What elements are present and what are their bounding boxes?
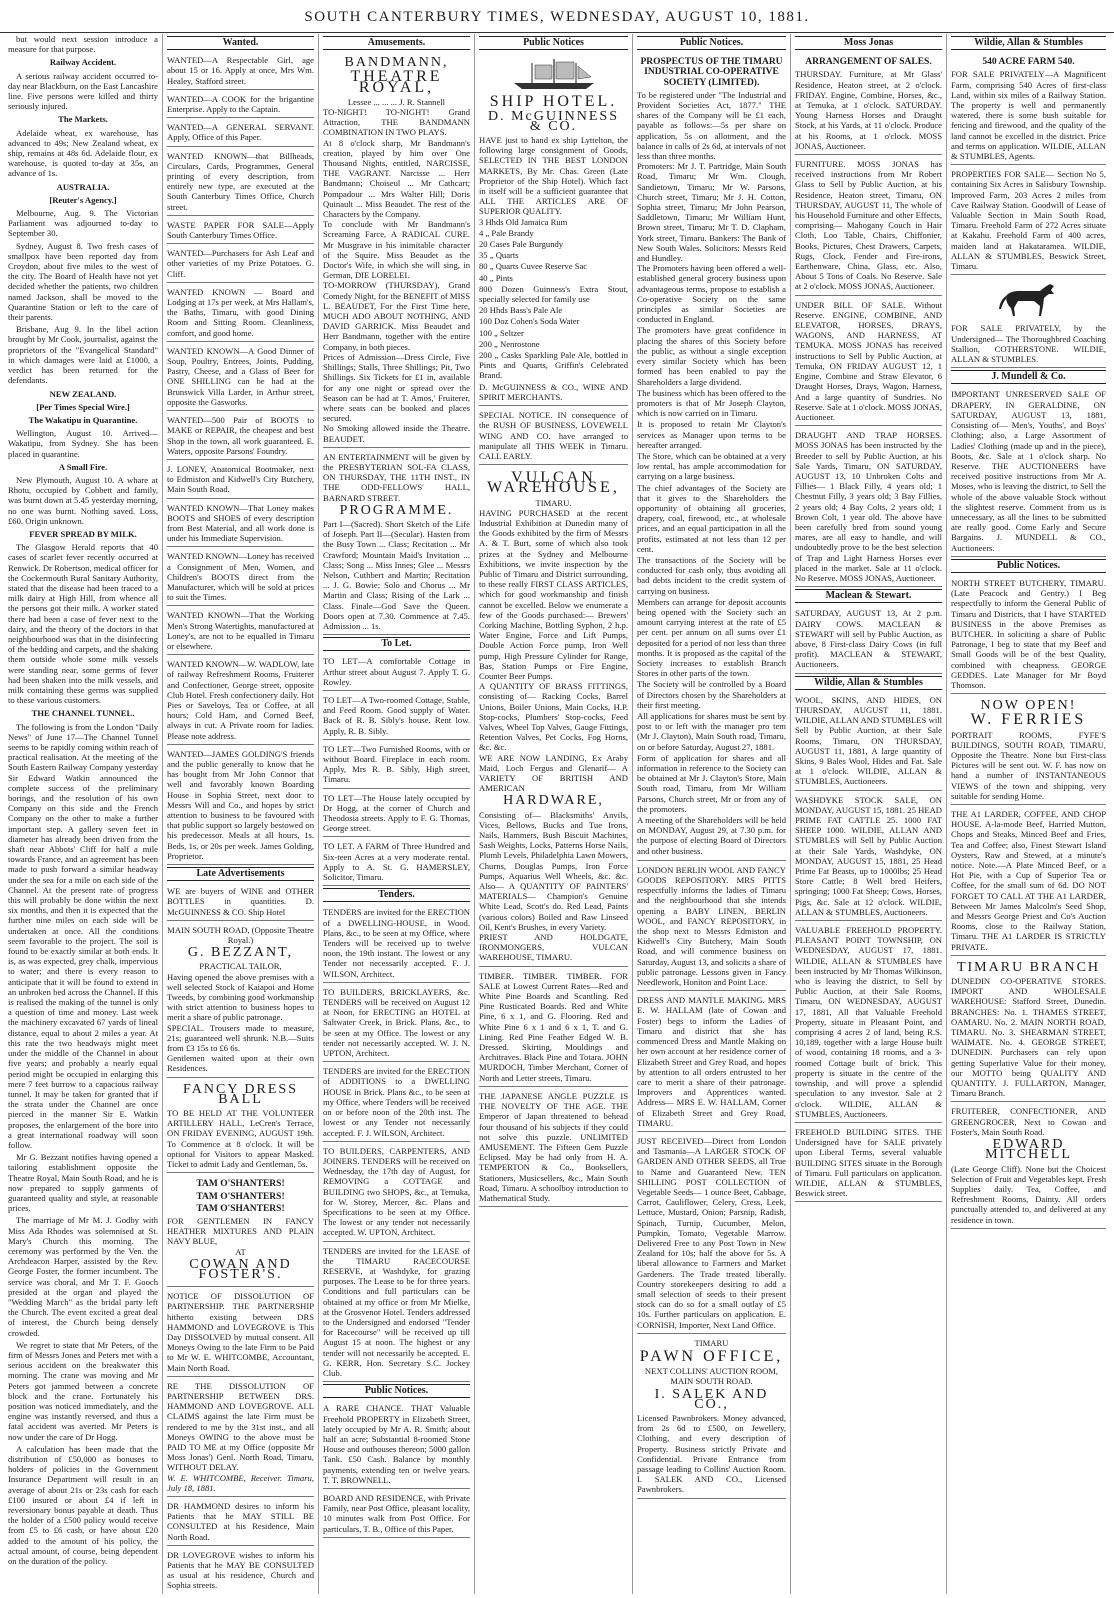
column-prospectus <box>633 34 791 1594</box>
ad-text: SPECIAL NOTICE. IN consequence of the RUSH OF BUSINESS, LOVEWELL WING AND CO. have arranged to manipulate all THIS WEEK in Timaru. CALL EARLY. <box>479 410 628 461</box>
ad-ship-hotel <box>479 53 628 406</box>
tender-ad: TENDERS are invited for the ERECTION of a DWELLING-HOUSE, in Wood. Plans, &c., to be seen at my Office, where Tenders will be received up to twelve noon, the 19th instant. The lowest or any Tender not necessarily accepted. F. J. WILSON, Architect. <box>323 907 470 979</box>
section-title-to-let: To Let. <box>323 637 470 651</box>
ad-headline: HARDWARE, <box>503 793 604 809</box>
section-title-wildie: Wildie, Allan & Stumbles <box>795 676 942 690</box>
section-title-mundell: J. Mundell & Co. <box>951 370 1106 384</box>
ad-text: SATURDAY, AUGUST 13, At 2 p.m. DAIRY COWS. MACLEAN & STEWART will sell by Public Auction, as above, 8 First-class Dairy Cows (in full profit). MACLEAN & STEWART, Auctioneers. <box>795 608 942 670</box>
news-paragraph: Sydney, August 8. Two fresh cases of smallpox have been reported day from Croydon, about five miles to the west of the city. The Board of Health have not yet decided whether the patients, two children named Jackson, shall be moved to the Quarantine Station or left to the care of their parents. <box>8 240 158 323</box>
wanted-ad: WANTED KNOWN—that Billheads, Circulars, Cards, Programmes, General printing of every description, from entirely new type, are executed at the South Canterbury Times Office, Church street. <box>167 150 314 212</box>
ad-pawn-office <box>637 1336 786 1499</box>
ad-text: JUST RECEIVED—Direct from London and Tasmania—A LARGER STOCK OF GARDEN AND OTHER SEEDS, all True to Name and Guaranteed New. TEN SHILLING POST COLLECTION of Vegetable Seeds— 1 ounce Beet, Cabbage, Carrot, Cauliflower, Celery, Cress, Leek, Lettuce, Mustard, Onion; Parsnip, Radish, Spinach, Turnip, Cucumber, Melon, Pumpkin, Tomato, Vegetable Marrow. Delivered Free to any Post Town in New Zealand for 10s; half the above for 5s. A liberal allowance to Farmers and Market Gardeners. The Trade treated liberally. Country storekeepers desiring to add a small selection of seeds to their present stock can do so for a small outlay of £5 10s. Further particulars on application. E. CORNISH, Importer, Next Land Office. <box>637 1135 786 1330</box>
ad-town: TIMARU <box>694 1337 729 1348</box>
to-let-ad: TO LET—A Two-roomed Cottage, Stable, and Feed Room. Good supply of Water. Back of R. B. Sibly's house. Rent low. Apply, R. B. Sibly. <box>323 694 470 736</box>
ad-text: DR LOVEGROVE wishes to inform his Patients that he MAY BE CONSULTED as usual at his residence, Church and Sophia streets. <box>167 1549 314 1591</box>
ad-text: WOOL, SKINS, AND HIDES, ON THURSDAY, AUGUST 11, 1881. WILDIE, ALLAN AND STUMBLES will Sell by Public Auction, at their Sale Rooms, Timaru, ON THURSDAY, AUGUST 11, 1881, A large quantity of Skins, 9 Bales Wool, Hides and Fat. Sale at 1 o'clock. WILDIE, ALLAN & STUMBLES, Auctioneers. <box>795 694 942 787</box>
ad-dressmaking <box>637 993 786 1132</box>
wanted-ad-block <box>167 149 314 216</box>
wanted-ad-block <box>167 747 314 865</box>
to-let-ad: TO LET. A FARM of Three Hundred and Six-teen Acres at a very moderate rental. Apply to A. St. G. HAMERSLEY, Solicitor, Timaru. <box>323 841 470 883</box>
wanted-ad-block <box>167 413 314 460</box>
ad-text: IMPORTANT UNRESERVED SALE OF DRAPERY, IN GERALDINE, ON SATURDAY, AUGUST 13, 1881, Consisting of— Men's, Youths', and Boys' Clothing; also, a Large Assortment of Ladies' Clothing (made up and in the piece), Boots, &c. Sale at 1 o'clock sharp. No Reserve. THE AUCTIONEERS have received positive instructions from Mr A. Moses, who is leaving the district, to Sell the whole of the above valuable Stock without the slightest reserve. Comment from us is unnecessary, as all the lines to be submitted are really good. Come Early and Secure Bargains. J. MUNDELL & CO., Auctioneers. <box>951 389 1106 553</box>
ad-tam-oshanters <box>167 1175 314 1287</box>
ad-headline: 540 ACRE FARM 540. <box>982 57 1075 68</box>
prospectus-paragraph: The Promoters having been offered a well-established general grocery business upon advantageous terms, propose to establish a Co-operative Society on the same principles as similar Societies are conducted in England. <box>637 263 786 325</box>
wanted-ad-block <box>167 53 314 90</box>
ad-text: THURSDAY. Furniture, at Mr Glass' Residence, Heaton street, at 2 o'clock. FRIDAY. Engine, Combine, Horses, &c., at Temuka, at 1 o'clock. SATURDAY. Young Harness Horses and Draught Stock, at his Yards, at 11 o'clock. Produce at his Rooms, at 1 o'clock. MOSS JONAS, Auctioneer. <box>795 69 942 151</box>
ad-text: FRUITERER, CONFECTIONER, AND GREENGROCER, Next to Cowan and Foster's, Main South Road. <box>951 1106 1106 1137</box>
ad-text: To be registered under "The Industrial and Provident Societies Act, 1877." THE shares of the Company will be £1 each, payable as follows:—5s per share on application, 5s on allotment, and the balance in calls of 2s 6d, at intervals of not less than three months. <box>637 89 786 162</box>
public-notice-ad: BOARD AND RESIDENCE, with Private Family, near Post Office, pleasant locality, 10 minutes walk from Post Office. For particulars, T. B., Office of this Paper. <box>323 1493 470 1534</box>
news-heading: Railway Accident. <box>49 57 117 68</box>
wanted-ad-block <box>167 285 314 342</box>
wanted-ad-block <box>167 501 314 548</box>
ad-japanese-puzzle <box>479 1089 628 1207</box>
news-heading: NEW ZEALAND. <box>49 388 117 399</box>
news-paragraph: Brisbane, Aug 9. In the libel action brought by Mr Cook, journalist, against the proprietors of the "Evangelical Standard" in which damages were laid at £1000, a verdict has been returned for the defendants. <box>8 324 158 386</box>
tender-ad-block <box>323 1244 470 1383</box>
section-title-late-ads: Late Advertisements <box>167 867 314 881</box>
tender-ad: TENDERS are invited for the ERECTION of ADDITIONS to a DWELLING HOUSE in Brick. Plans &c., to be seen at my Office, where Tenders will be received on or before noon of the 20th inst. The lowest or any Tender not necessarily accepted. F. J. WILSON, Architect. <box>323 1066 470 1138</box>
ad-text: UNDER BILL OF SALE. Without Reserve. ENGINE, COMBINE, AND ELEVATOR, HORSES, DRAYS, WAGONS, AND HARNESS, AT TEMUKA. MOSS JONAS has received instructions to Sell by Public Auction, at Temuka, ON FRIDAY AUGUST 12, 1 Engine, Combine and Straw Elevator, 6 Draught Horses, Drays, Wagon, Harness, And a large quantity of Sundries. No Reserve. Sale at 1 o'clock. MOSS JONAS, Auctioneer. <box>795 299 942 422</box>
wanted-ad-block <box>167 462 314 499</box>
ad-headline: TAM O'SHANTERS! <box>196 1191 285 1202</box>
ad-farm <box>951 53 1106 165</box>
ad-venue: THEATRE ROYAL, <box>350 68 443 96</box>
wanted-ad: WANTED KNOWN—That the Working Men's Strong Watertights, manufactured at Loney's, are not to be equalled in Timaru or elsewhere. <box>167 610 314 651</box>
ad-text: No Smoking allowed inside the Theatre. BEAUDET. <box>323 423 470 444</box>
public-notices-list <box>323 1401 470 1537</box>
ad-headline: TAM O'SHANTERS! <box>196 1203 285 1214</box>
ad-text: FURNITURE. MOSS JONAS has received instructions from Mr Robert Glass to Sell by Public Auction, at his Residence, Heaton street, Timaru, ON THURSDAY, AUGUST 11, The whole of his Household Furniture and other Effects, comprising— Mahogany Couch in Hair Cloth, Loo Table, Chairs, Chiffonier, Books, Pictures, Chest Drawers, Carpets, Rugs, Clock, Fender and Fire-irons, Earthenware, China, Glass, etc. Also, About 5 Tons of Coals. No Reserve. Sale at 2 o'clock. MOSS JONAS, Auctioneer. <box>795 159 942 292</box>
ad-text: To conclude with Mr Bandmann's Screaming Farce, A RADICAL CURE. Mr Musgrave in his inimitable character of the Squire. Miss Beaudet as the Doctor's Wife, in which she will sing, in German, DIE LORELEI. <box>323 219 470 281</box>
to-let-list <box>323 654 470 886</box>
ad-text: TO-NIGHT! TO-NIGHT! Grand Attraction, THE BANDMANN COMBINATION IN TWO PLAYS. <box>323 107 470 138</box>
prospectus-paragraphs <box>637 263 786 856</box>
wanted-ad-block <box>167 246 314 283</box>
ad-name: EDWARD MITCHELL <box>985 1137 1072 1163</box>
to-let-ad: TO LET—A comfortable Cottage in Arthur street about August 7. Apply T. G. Rowley. <box>323 656 470 687</box>
section-title-maclean: Maclean & Stewart. <box>795 589 942 603</box>
prospectus-paragraph: The Store, which can be obtained at a very low rental, has ample accommodation for carrying on a large business. <box>637 450 786 482</box>
notice-lovegrove <box>167 1548 314 1594</box>
ad-text: FOR SALE PRIVATELY, by the Undersigned— The Thoroughbred Coaching Stallion, COTHERSTONE. WILDIE, ALLAN & STUMBLES. <box>951 323 1106 365</box>
news-heading: [Per Times Special Wire.] <box>36 401 130 412</box>
ad-building-sites <box>795 1125 942 1202</box>
goods-item: 3 Hhds Old Jamaica Rum <box>479 216 568 227</box>
wanted-list <box>167 53 314 865</box>
ad-headline: PROSPECTUS OF THE TIMARU INDUSTRIAL CO-OPERATIVE SOCIETY (LIMITED). <box>640 57 783 88</box>
section-title-amusements: Amusements. <box>323 36 470 50</box>
tender-ad: TENDERS are invited for the LEASE of the TIMARU RACECOURSE RESERVE, at Washdyke, for grazing purposes. The Lease to be for three years. Conditions and full particulars can be obtained at my office or from Mr Mielke, at the Grosvenor Hotel. Tenders addressed to the Undersigned and endorsed "Tender for Racecourse" will be received up till August 15 at noon. The highest or any tender will not necessarily be accepted. E. G. KERR, Hon. Secretary S.C. Jockey Club. <box>323 1245 470 1378</box>
ad-text: WASHDYKE STOCK SALE, ON MONDAY, AUGUST 15, 1881. 25 HEAD PRIME FAT CATTLE 25. 1000 FAT SHEEP 1000. WILDIE, ALLAN AND STUMBLES will Sell by Public Auction at their Sale Yards, Washdyke, ON MONDAY, AUGUST 15, 1881, 25 Head Prime Fat Beasts, up to 1000lbs; 25 Head Store Cattle; 8 Well bred Heifers, springing; 1000 Fat Sheep; Cows, Horses, Pigs, &c. Sale at 12 o'clock. WILDIE, ALLAN & STUMBLES, Auctioneers. <box>795 794 942 917</box>
ad-washdyke-stock <box>795 793 942 921</box>
ad-special: SPECIAL. Trousers made to measure, 21s; guaranteed well shrunk. N.B.—Suits from £3 15s to £6 6s. <box>167 1022 314 1054</box>
section-title-public-notices: Public Notices. <box>637 36 786 50</box>
ad-text: (Late George Cliff). None but the Choicest Selection of Fruit and Vegetables kept. Fresh Supplies daily. Tea, Coffee, and Refreshment Rooms, Dainty. All orders punctually attended to, and delivered at any residence in town. <box>951 1163 1106 1225</box>
ad-timber <box>479 969 628 1087</box>
news-paragraph: Wellington, August 10. Arrived—Wakatipu, from Sydney. She has been placed in quarantine. <box>8 428 158 459</box>
ad-text: NOTICE OF DISSOLUTION OF PARTNERSHIP. THE PARTNERSHIP hitherto existing between DRS HAMMOND and LOVEGROVE is This Day DISSOLVED by mutual consent. All Moneys Owing to the late Firm to be Paid to Mr W. E. WHITCOMBE, Accountant, Main North Road. <box>167 1291 314 1373</box>
column-ship-hotel <box>475 34 633 1594</box>
prospectus-paragraph: It is proposed to retain Mr Clayton's services as Manager upon terms to be hereafter arranged. <box>637 419 786 450</box>
section-title-tenders: Tenders. <box>323 888 470 902</box>
goods-item: 20 Cases Pale Burgundy <box>479 239 564 250</box>
news-heading: A Small Fire. <box>58 461 108 472</box>
column-wanted <box>163 34 319 1594</box>
prospectus-paragraph: All applications for shares must be sent by post to or left with the manager pro tem (Mr J. Clayton), Main South road, Timaru, on or before Saturday, August 27, 1881. <box>637 711 786 752</box>
page-columns <box>4 34 1110 1594</box>
wanted-ad: WANTED KNOWN—That Loney makes BOOTS and SHOES of every description from Best Material, and all work done is under his Immediate Supervision. <box>167 502 314 544</box>
ad-name: SHIP HOTEL. <box>489 93 618 111</box>
ad-text: FREEHOLD BUILDING SITES. THE Undersigned have for SALE privately upon Liberal Terms, several valuable BUILDING SITES situate in the Borough of Timaru. Full particulars on application. WILDIE, ALLAN & STUMBLES, Beswick street. <box>795 1126 942 1199</box>
ad-name: PAWN OFFICE, <box>639 1347 784 1365</box>
tender-ad: TO BUILDERS, BRICKLAYERS, &c. TENDERS will be received on August 12 at Noon, for ERECTING an HOTEL at Saltwater Creek, in Brick. Plans, &c., to be seen at my Office. The lowest or any tender not necessarily accepted. W. J. N. UPTON, Architect. <box>323 986 470 1059</box>
ad-arrangement-of-sales <box>795 53 942 155</box>
wanted-ad-block <box>167 120 314 146</box>
horse-illustration <box>951 282 1106 320</box>
ad-drapery-sale <box>951 387 1106 556</box>
ad-a1-larder <box>951 807 1106 956</box>
ad-programme-title: PROGRAMME. <box>339 502 454 518</box>
news-heading: THE CHANNEL TUNNEL. <box>31 708 135 719</box>
wanted-ad: J. LONEY, Anatomical Bootmaker, next to Edmiston and Kidwell's City Butchery, Main South Road. <box>167 463 314 495</box>
ad-text: DR HAMMOND desires to inform his Patients that he MAY STILL BE CONSULTED at his Residence, Main North Road. <box>167 1500 314 1542</box>
tender-ad-block <box>323 905 470 982</box>
ad-name: VULCAN WAREHOUSE, <box>487 469 620 497</box>
to-let-ad-block <box>323 654 470 691</box>
section-title-public-notices: Public Notices <box>479 36 628 50</box>
news-paragraph: but would next session introduce a measure for that purpose. <box>8 34 158 55</box>
goods-item: 800 Dozen Guinness's Extra Stout, specially selected for family use <box>479 283 628 305</box>
wanted-ad: WANTED—500 Pair of BOOTS to MAKE or REPAIR, the cheapest and best Shop in the town, all work guaranteed. E. Waters, opposite Parsons' Foundry. <box>167 415 314 456</box>
ad-furniture-sale <box>795 157 942 296</box>
wanted-ad: WANTED—A COOK for the brigantine Enterprise. Apply to the Captain. <box>167 93 314 115</box>
ad-dairy-cows <box>795 606 942 673</box>
tender-ad-block <box>323 1144 470 1242</box>
ad-text: TIMBER. TIMBER. TIMBER. FOR SALE at Lowest Current Rates—Red and White Pine Boards and Scantling. Red Pine Rusticated Boards. Red and White Pine, 6 x 1, and G. Flooring. Red and White Pine 6 x 1 and 6 x 1, T. and G. Lining. Red Pine Feather Edged W. B. Dressed. Skirting, Mouldings and Architraves. Black Pine and Totara. JOHN MURDOCH, Timber Merchant, Corner of North and Letter streets, Timaru. <box>479 970 628 1083</box>
ad-footer: D. McGUINNESS & CO., WINE AND SPIRIT MERCHANTS. <box>479 381 628 402</box>
ad-text: HAVING PURCHASED at the recent Industrial Exhibition at Dunedin many of the Goods exhibited by the firm of Messrs A. & T. Burt, some of which also took prizes at the Sydney and Melbourne Exhibitions, we invite inspection by the Public of Timaru and District surrounding, to these really FIRST CLASS ARTICLES, which for good workmanship and finish cannot be excelled. Below we enumerate a few of the Goods purchased:— Brewers' Corking Machine, Bottling Syphon, 2 h.p. Water Engine, Force and Lift Pumps, Double Action Force pump, Iron Well pump, High Pressure Cylinder for Range, Bas, Station Pumps or Fire Engine, Counter Beer Pumps. <box>479 507 628 681</box>
ad-prospectus <box>637 53 786 861</box>
news-heading: [Reuter's Agency.] <box>49 194 117 205</box>
ad-proprietor: D. McGUINNESS & CO. <box>488 108 619 134</box>
ad-text: FOR GENTLEMEN IN FANCY HEATHER MIXTURES AND PLAIN NAVY BLUE, <box>167 1215 314 1247</box>
ad-text: DUNEDIN CO-OPERATIVE STORES. IMPORT AND WHOLESALE WAREHOUSE: Stafford Street, Dunedin. BRANCHES: No. 1. THAMES STREET, OAMARU. No. 2. MAIN NORTH ROAD, TIMARU. No. 3. SHEARMAN STREET, WAIMATE. No. 4. GEORGE STREET, DUNEDIN. Purchasers can rely upon getting Superlative Value for their money, our MOTTO being QUALITY AND QUANTITY. J. FULLARTON, Manager, Timaru Branch. <box>951 976 1106 1099</box>
ad-promoters: Promoters: Mr J. T. Partridge, Main South Road, Timaru; Mr Wm. Clough, Sandietown, Timaru; Mr W. Parsons, Church street, Timaru; Mr J. H. Cotton, Sophia street, Timaru; Mr John Pearson, Saddletown, Timaru; Mr William Hunt, Brown street, Timaru; Mr T. D. Clapham, York street, Timaru. Bankers: The Bank of New South Wales. Solicitors: Messrs Reid and Hundley. <box>637 161 786 264</box>
ad-address: MAIN SOUTH ROAD, (Opposite Theatre Royal.) <box>167 924 314 946</box>
goods-item: 100 Doz Cohen's Soda Water <box>479 316 580 327</box>
ad-text: NORTH STREET BUTCHERY, TIMARU. (Late Peacock and Gentry.) I Beg respectfully to inform the General Public of Timaru and Districts, that I have STARTED BUSINESS in the above Premises as BUTCHER. In soliciting a share of Public Patronage, I beg to state that my Beef and Small Goods will be of the best Quality, combined with cheapness. GEORGE GEDDES. Late Manager for Mr Boyd Thomson. <box>951 577 1106 690</box>
ad-fancy-dress-ball <box>167 1080 314 1174</box>
ad-cooperative-stores <box>951 958 1106 1103</box>
ad-text: RE THE DISSOLUTION OF PARTNERSHIP BETWEEN DRS. HAMMOND AND LOVEGROVE. ALL CLAIMS against the late Firm must be rendered to me by the 31st inst., and all Moneys OWING to the above must be PAID TO ME at my Office (opposite Mr Moss Jonas') Genl. North Road, Timaru, WITHOUT DELAY. <box>167 1380 314 1473</box>
tenders-list <box>323 905 470 1382</box>
wanted-ad-block <box>167 657 314 745</box>
ad-vulcan-warehouse <box>479 467 628 967</box>
ad-bezzant <box>167 923 314 1078</box>
ad-text: AN ENTERTAINMENT will be given by the PRESBYTERIAN SOL-FA CLASS, ON THURSDAY, THE 11TH INST., IN THE ODD-FELLOWS' HALL, BARNARD STREET. <box>323 451 470 503</box>
ad-text: WE are buyers of WINE and OTHER BOTTLES in quantities. D. McGUINNESS & CO. Ship Hotel <box>167 886 314 917</box>
masthead-title: SOUTH CANTERBURY TIMES, WEDNESDAY, AUGUST 10, 1881. <box>304 9 810 25</box>
news-heading: AUSTRALIA. <box>56 181 110 192</box>
section-title-wildie: Wildie, Allan & Stumbles <box>951 36 1106 50</box>
news-paragraph: We regret to state that Mr Peters, of the firm of Messrs Jones and Peters met with a serious accident on the breakwater this morning. The crane was moving and Mr Peters got jammed between a concrete block and the crane. Fortunately his position was noticed immediately, and the engine was instantly reversed, and thus a fatal accident was averted. Mr Peters is now under the care of Dr Hogg. <box>8 1339 158 1442</box>
prospectus-paragraph: The promoters have great confidence in placing the shares of this Society before the public, as without a single exception every similar Society which has been formed has been enabled to pay the Shareholders a large dividend. <box>637 325 786 387</box>
ad-headline: TAM O'SHANTERS! <box>196 1179 285 1190</box>
masthead <box>0 0 1114 33</box>
notice-hammond <box>167 1499 314 1546</box>
ad-entertainment <box>323 450 470 635</box>
news-paragraph: A calculation has been made that the distribution of £50,000 as bonuses to holders of policies in the Government Insurance Department will result in an average of about 21s or 23s cash for each £100 insured or about £4 if left in reversionary bonus payable at death. Thus the holder of a £500 policy would receive from £5 to £6 cash, or have about £20 added to the amount of his policy, the actual amount, of course, being dependent on the duration of the policy. <box>8 1443 158 1567</box>
ad-text: TO BE HELD AT THE VOLUNTEER ARTILLERY HALL, LeCren's Terrace, ON FRIDAY EVENING, AUGUST 19th. To Commence at 8 o'clock. It will be optional for Visitors to appear Masked. Ticket to admit Lady and Gentleman, 5s. <box>167 1108 314 1170</box>
prospectus-paragraph: The chief advantages of the Society are that it gives to the Shareholders the opportunity of obtaining all groceries, drapery, coal, firewood, etc., at wholesale prices, and an equal participation in all the profits, estimated at not less than 12 per cent. <box>637 482 786 554</box>
goods-item: 200 „ Nenrostone <box>479 338 540 349</box>
ad-fruiterer <box>951 1104 1106 1228</box>
wanted-ad: WANTED—A GENERAL SERVANT. Apply, Office of this Paper. <box>167 122 314 143</box>
ad-text: TO-MORROW (THURSDAY), Grand Comedy Night, for the BENEFIT of MISS L. BEAUDET, For the First Time here, MUCH ADO ABOUT NOTHING, AND DAVID GARRICK. Miss Beaudet and Herr Bandmann, together with the entire Company, in both pieces. <box>323 280 470 352</box>
ad-text: Prices of Admission—Dress Circle, Five Shillings; Stalls, Three Shillings; Pit, Two Shillings. Six Tickets for £1 in, available for any one night or spread over the Season can be had at T. Amos,' Fruiterer, where seats can be booked and places secured. <box>323 351 470 424</box>
section-title-wanted: Wanted. <box>167 36 314 50</box>
ad-special-notice <box>479 408 628 465</box>
goods-item: 200 „ Casks Sparkling Pale Ale, bottled in Pints and Quarts, Griffin's Celebrated Brand. <box>479 350 628 381</box>
wanted-ad-block <box>167 344 314 411</box>
wanted-ad: WANTED KNOWN—W. WADLOW, late of railway Refreshment Rooms, Fruiterer and Confectioner, George street, opposite Club Hotel. Fresh confectionery daily. Hot Pies or Saveloys, Tea or Coffee, at all hours; Cold Ham, and Corned Beef, always in cut. A Private room for ladies. Please note address. <box>167 659 314 741</box>
ad-stallion <box>951 277 1106 368</box>
ad-proprietor: I. SALEK AND CO., <box>654 1386 769 1412</box>
news-paragraph: The marriage of Mr M. J. Godby with Miss Ada Rhodes was solemnised at St. Mary's Church this morning. The ceremony was performed by the Ven. the Archdeacon Harper, assisted by the Rev. George Foster, the former incumbent. The service was choral, and Mr T. F. Gooch presided at the organ and played the "Wedding March" as the bridal party left the Church. The event excited a great deal of interest, the Church being densely crowded. <box>8 1215 158 1338</box>
wanted-ad-block <box>167 608 314 655</box>
to-let-ad-block <box>323 839 470 886</box>
ad-bill-of-sale <box>795 298 942 426</box>
wanted-ad-block <box>167 218 314 244</box>
news-paragraph: A serious railway accident occurred to-day near Blackburn, on the East Lancashire line. Five persons were killed and thirty seriously injured. <box>8 70 158 112</box>
goods-list <box>479 217 628 381</box>
news-paragraph: Melbourne, Aug. 9. The Victorian Parliament was adjourned to-day to September 30. <box>8 208 158 239</box>
news-paragraph: New Plymouth, August 10. A whare at Rhotu, occupied by Cobbett and family, was burnt down at 5.45 yesterday morning, no one was burnt. Nothing saved. Loss, £60. Origin unknown. <box>8 474 158 526</box>
ad-signature: W. E. WHITCOMBE, Receiver. Timaru, July 18, 1881. <box>167 1472 314 1493</box>
ad-lessee: Lessee ... ... ... J. R. Stannell <box>347 96 446 107</box>
column-news <box>4 34 163 1594</box>
ad-theatre-royal <box>323 53 470 448</box>
ad-text: Consisting of— Blacksmiths' Anvils, Vices, Bellows, Bucks and Tue Irons, Nails, Hammers, Bush Biscuit Machines, Sash Weights, Locks, Patterns Horse Nails, Plumb Levels, Philadelphia Lawn Mowers, Churns, Douglas Pumps, Iron Force Pumps, Aquarius Well Wheels, &c. &c. Also— A QUANTITY OF PAINTERS' MATERIALS— Champion's Genuine White Lead, Scott's do. Red Lead, Paints (various colors) Boiled and Raw Linseed Oil, Kent's Brushes, in every Variety. <box>479 809 628 932</box>
prospectus-paragraph: The business which has been offered to the promoters is that of Mr Joseph Clayton, which is now carried on in Timaru. <box>637 387 786 419</box>
goods-item: 35 „ Quarts <box>479 250 519 261</box>
news-paragraph: Mr G. Bezzant notifies having opened a tailoring establishment opposite the Theatre Royal, Main South Road, and he is now prepared to supply garments of guaranteed quality and style, at reasonable prices. <box>8 1152 158 1214</box>
to-let-ad-block <box>323 742 470 789</box>
ad-name: FANCY DRESS BALL <box>183 1081 298 1107</box>
public-notice-ad-block <box>323 1491 470 1538</box>
ad-name: G. BEZZANT, <box>187 945 294 961</box>
ad-seeds <box>637 1134 786 1334</box>
ad-name: TIMARU BRANCH <box>956 959 1101 975</box>
ad-text: DRAUGHT AND TRAP HORSES. MOSS JONAS has been instructed by the Breeder to sell by Public Auction, at his Sale Yards, Timaru, ON SATURDAY, AUGUST 13, 10 Unbroken Colts and Fillies— 1 Black Filly, 4 years old; 1 Chestnut Filly, 3 years old; 3 Bay Fillies, 2 years old; 4 Bay Colts, 2 years old; 1 Brown Colt, 1 year old. The above have been carefully bred from sound young mares, are all easy to handle, and will undoubtedly prove to be the best selection of Trap and Light Harness Horses ever placed in the market. Sale at 11 o'clock. No Reserve. MOSS JONAS, Auctioneer. <box>795 430 942 583</box>
wanted-ad: WASTE PAPER FOR SALE—Apply South Canterbury Times Office. <box>167 219 314 241</box>
ad-name: BANDMANN, <box>344 55 449 71</box>
ad-headline: ARRANGEMENT OF SALES. <box>805 57 932 68</box>
tender-ad-block <box>323 1064 470 1141</box>
ad-ferries <box>951 696 1106 805</box>
ad-at: AT <box>235 1246 246 1257</box>
ad-text: Having opened the above premises with a well selected Stock of Kaiapoi and Home Tweeds, by combining good workmanship with strict attention to business hopes to merit a share of public patronage. <box>167 971 314 1023</box>
column-amusements <box>319 34 475 1594</box>
ad-text: Licensed Pawnbrokers. Money advanced, from 2s 6d to £500, on Jewellery, Clothing, and every description of Property. Business strictly Private and Confidential. Private Entrance from passage leading to Collins' Auction Room. I. SALEK AND CO., Licensed Pawnbrokers. <box>637 1413 786 1495</box>
news-paragraph: The following is from the London "Daily News" of June 17—The Channel Tunnel seems to be rapidly coming within reach of practical realisation. At the meeting of the South Eastern Railway Company yesterday Sir Edward Watkin announced the complete success of the preliminary borings, and the resolution of his own Company on this side and the French Company on the other to make a further important step. A gallery seven feet in diameter has already been driven from the shaft near Abbots' Cliff for half a mile towards France, and an agreement has been made to push forward a similar headway under the sea for a mile on each side of the Channel. At the present rate of progress this will probably be done within the next six months, and then it is expected that the further nine miles on each side will be undertaken at once. All the conditions seem favorable to the project. The soil is found to be exactly similar at both ends. It is, as was expected, grey chalk, impervious to water; and there is every reason to anticipate that it will be found to extend in an unbroken bed across the Channel. If this is realised the making of the tunnel is only a question of time and money. Last week the machinery excavated 67 yards of lineal distance, equal to about 2 miles a year. At this rate the two headways might meet under the middle of the Channel in about five years; and probably a nearly equal period might be occupied in enlarging this mere 7 feet burrow to a capacious railway tunnel. It may be taken for granted that if the strata under the Channel are once pierced in the manner Sir E. Watkin proposes, the enlargement of the bore into a great international roadway will soon follow. <box>8 721 158 1150</box>
ad-text: A QUANTITY OF BRASS FITTINGS, consisting of— Racking Cocks, Barrel Unions, Boiler Unions, Main Cocks, H.P. Stop-cocks, Plumbers' Stop-cocks, Feed Valves, Wheel Top Valves, Gauge Fittings, Retention Valves, Pet Cocks, Fog Horns, &c. &c. <box>479 681 628 753</box>
goods-item: 80 „ Quarts Cuvee Reserve Sac <box>479 261 588 272</box>
ad-draught-horses <box>795 428 942 587</box>
prospectus-paragraph: A meeting of the Shareholders will be held on MONDAY, August 29, at 7.30 p.m. for the purpose of electing Board of Directors and other business. <box>637 815 786 856</box>
ad-text: PORTRAIT ROOMS, FYFE'S BUILDINGS, SOUTH ROAD, TIMARU, Opposite the Theatre. None but First-class Pictures will be sent out. W. F. has now on hand a number of INSTANTANEOUS VIEWS of the town and shipping, very suitable for sending Home. <box>951 729 1106 801</box>
ad-text: DRESS AND MANTLE MAKING. MRS E. W. HALLAM (late of Cowan and Foster) begs to inform the Ladies of Timaru and district that she has commenced Dress and Mantle Making on her own account at her residence corner of Elizabeth Street and Grey Road, and hopes by attention to all orders entrusted to her care to merit a share of their patronage. Improvers and Apprentices wanted. Address— MRS E. W. HALLAM, Corner of Elizabeth Street and Grey Road, TIMARU. <box>637 995 786 1128</box>
ad-subtitle: TIMARU. <box>535 497 572 508</box>
prospectus-paragraph: The Society will be controlled by a Board of Directors chosen by the Shareholders at their first meeting. <box>637 679 786 710</box>
wanted-ad: WANTED—Purchasers for Ash Leaf and other varieties of my Prize Potatoes. G. Cliff. <box>167 248 314 279</box>
ad-footer: Gentlemen waited upon at their own Residences. <box>167 1053 314 1074</box>
news-paragraph: Adelaide wheat, ex warehouse, has advanced to 49s; New Zealand wheat, ex ship, remains at 48s 6d. Adelaide flour, ex warehouse, is quoted to-day at 35s, an advance of 1s. <box>8 127 158 179</box>
tender-ad-block <box>323 985 470 1062</box>
public-notice-ad-block <box>323 1401 470 1489</box>
ad-freehold-property <box>795 923 942 1123</box>
notice-claims <box>167 1379 314 1497</box>
ship-illustration <box>479 57 628 93</box>
goods-item: 100 „ Seltzer <box>479 327 524 338</box>
news-heading: The Wakatipu in Quarantine. <box>28 414 138 425</box>
ad-name: W. FERRIES <box>970 711 1087 729</box>
ad-subtitle: PRACTICAL TAILOR, <box>199 961 282 972</box>
ad-text: At 8 o'clock sharp, Mr Bandmann's creation, played by him over One Thousand Nights, entitled, NARCISSE, THE VAGRANT. Narcisse ... Herr Bandmann; Choiseul ... Mr Cathcart; Pompadour ... Mrs Walter Hill; Doris Quinault ... Miss Beaudet. The rest of the Characters by the Company. <box>323 137 470 220</box>
news-heading: The Markets. <box>58 114 108 125</box>
prospectus-paragraph: The transactions of the Society will be conducted for cash only, thus avoiding all bad debts incident to the credit system of carrying on business. <box>637 554 786 596</box>
section-title-public-notices: Public Notices. <box>323 1384 470 1398</box>
ad-text: LONDON BERLIN WOOL AND FANCY GOODS REPOSITORY. MRS PITTS respectfully informs the ladies of Timaru and the neighbourhood that she intends opening a BABY LINEN, BERLIN WOOL, and FANCY REPOSITORY, in the shop next to Messrs Edmiston and Kidwell's City Butchery, Main South Road, and will commence business on Saturday, August 13, and solicits a share of public patronage. Lessons given in Fancy Needlework, Honiton and Point Lace. <box>637 864 786 988</box>
to-let-ad-block <box>323 693 470 740</box>
column-notices <box>947 34 1110 1594</box>
ad-text: FOR SALE PRIVATELY—A Magnificent Farm, comprising 540 Acres of first-class Land, within six miles of a Railway Station. The property is well and permanently watered, there is some bush suitable for fencing and firewood, and the quality of the land cannot be excelled in the district. Price and terms on application. WILDIE, ALLAN & STUMBLES, Agents. <box>951 69 1106 162</box>
section-title-moss-jonas: Moss Jonas <box>795 36 942 50</box>
to-let-ad: TO LET—Two Furnished Rooms, with or without Board. Fireplace in each room. Apply, Mrs R. B. Sibly, High street, Timaru. <box>323 743 470 785</box>
ad-wool-skins <box>795 693 942 791</box>
prospectus-paragraph: Form of application for shares and all information in reference to the Society can be obtained at Mr J. Clayton's Store, Main South road, Timaru, from Mr William Parsons, Church street, Mr or from any of the promoters. <box>637 752 786 814</box>
wanted-ad: WANTED KNOWN — Board and Lodging at 17s per week, at Mrs Hallam's, the Baths, Timaru, with good Dining Room and Sitting Room. Cleanliness, comfort, and good home. <box>167 286 314 338</box>
ad-text: VALUABLE FREEHOLD PROPERTY. PLEASANT POINT TOWNSHIP, ON WEDNESDAY, AUGUST 17, 1881. WILDIE, ALLAN & STUMBLES have been instructed by Mr Thomas Wilkinson, who is leaving the district, to Sell by Public Auction, at their Sale Rooms, Timaru, ON WEDNESDAY, AUGUST 17, 1881, All that Valuable Freehold Property, situate in Pleasant Point, and comprising 4 acres 2 of land, being R.S. 10,189, together with a large House built of wood, containing 18 rooms, and a 3-roomed Cottage built of brick. This property is situate in the centre of the township, and will prove a splendid speculation to any investor. Sale at 2 o'clock. WILDIE, ALLAN & STUMBLES, Auctioneers. <box>795 925 942 1119</box>
news-heading: FEVER SPREAD BY MILK. <box>29 528 137 539</box>
ad-name: COWAN AND FOSTER'S. <box>189 1256 292 1282</box>
wanted-ad-block <box>167 92 314 118</box>
prospectus-paragraph: Members can arrange for deposit accounts being opened with the Society such an amount carrying interest at the rate of £5 per cent. per annum on all sums over £1 deposited for a period of not less than three months. It is proposed as the capital of the Society increases to establish Branch Stores in other parts of the town. <box>637 596 786 679</box>
wanted-ad: WANTED—A Respectable Girl, age about 15 or 16. Apply at once, Mrs Wm. Healey, Stafford street. <box>167 55 314 86</box>
notice-dissolution <box>167 1289 314 1377</box>
ad-text: WE ARE NOW LANDING, Ex Araby Maid, Loch Fergus and Glenarif— A VARIETY OF BRITISH AND AMERICAN <box>479 752 628 794</box>
goods-item: 4 „ Pale Brandy <box>479 227 534 238</box>
wanted-ad: WANTED KNOWN—Loney has received a Consignment of Men, Women, and Children's BOOTS direct from the Manufacturer, which will be sold at prices to suit the Times. <box>167 551 314 603</box>
ad-footer: PRIEST AND HOLDGATE, IRONMONGERS, VULCAN WAREHOUSE, TIMARU. <box>479 932 628 963</box>
section-title-public-notices: Public Notices. <box>951 559 1106 573</box>
ad-text: PROPERTIES FOR SALE— Section No 5, containing Six Acres in Salisbury Township. Improved Farm, 203 Acres 2 miles from Cave Railway Station. Goodwill of Lease of Valuable Section in Main South Road, Timaru. Freehold Farm of 272 Acres situate at Kakahu. Freehold Farm of 400 acres, maiden land at Hakataramea. WILDIE, ALLAN & STUMBLES, Beswick Street, Timaru. <box>951 169 1106 272</box>
goods-item: 20 Hhds Bass's Pale Ale <box>479 305 563 316</box>
ad-headline: NOW OPEN! <box>980 698 1077 714</box>
ad-text: Part I—(Sacred). Short Sketch of the Life of Joseph. Part II—(Secular). Hasten from the Busy Town ... Class; Recitation ... Mr Crawford; Mountain Maid's Invitation ... Class; Song ... Miss Innes; Glee ... Messrs Nelson, Cuthbert and Martin; Recitation ... J. G. Bowie; Solo and Chorus ... Mr Martin and Class; Rising of the Lark ... Class. Finale—God Save the Queen. Doors open at 7.30. Commence at 7.45. Admission ... 1s. <box>323 518 470 631</box>
column-auctions <box>791 34 947 1594</box>
tender-ad: TO BUILDERS, CARPENTERS, AND JOINERS. TENDERS will be received on Wednesday, the 17th day of August, for REMOVING a COTTAGE and BUILDING two SHOPS, &c., at Temuka, for W. Storey, Mercer, &c. Plans and Specifications to be seen at my Office. The lowest or any tender not necessarily accepted. W. UPTON, Architect. <box>323 1145 470 1238</box>
ad-properties <box>951 167 1106 275</box>
ad-bottles <box>167 884 314 921</box>
to-let-ad-block <box>323 791 470 838</box>
ad-butchery <box>951 576 1106 694</box>
ad-text: HAVE just to hand ex ship Lyttelton, the following large consignment of Goods, SELECTED IN THE BEST LONDON MARKETS, By Mr. Chas. Green (Late Proprietor of the Ship Hotel). Which fact in itself will be a sufficient guarantee that ALL THE ARTICLES ARE OF SUPERIOR QUALITY. <box>479 135 628 217</box>
ad-text: THE JAPANESE ANGLE PUZZLE IS THE NOVELTY OF THE AGE. THE Emperor of Japan threatened to behead four thousand of his subjects if they could not solve this puzzle. UNLIMITED AMUSEMENT. The Fifteen Gem Puzzle Eclipsed. May be had only from H. A. TEMPERTON & Co., Booksellers, Stationers, Musicsellers, &c., Main South Road, Timaru. A schoolboy introduction to Mathematical Study. <box>479 1090 628 1203</box>
wanted-ad: WANTED—JAMES GOLDING'S friends and the public generally to know that he has bought from Mr John Connor that well and favorably known Boarding House in Sophia Street, next door to Messrs Will and Co., and hopes by strict attention to business to be favoured with that public support so largely bestowed on his predecessor. Meals at all hours, 1s. Beds, 1s, or 20s per week. James Golding, Proprietor. <box>167 748 314 861</box>
news-paragraph: The Glasgow Herald reports that 40 cases of scarlet fever recently occurred at Renwick. Dr Robertson, medical officer for the Cockermouth Rural Sanitary Authority, stated that the disease had been traced to a milk dairy at High Hill, from whence all the persons got their milk. A worker stated there had been a case of fever next to the dairy, and the theory of the doctors in that neighbourhood was that in the disinfecting of the bedding and carpets, and the shaking them outside whole some milk vessels were standing near, some germs of fever had been shaken into the milk vessels, and milk containing these germs was supplied to these various customers. <box>8 542 158 706</box>
to-let-ad: TO LET—The House lately occupied by Dr Hogg, at the corner of Church and Theodosia streets. Apply to F. G. Thomas, George street. <box>323 792 470 834</box>
wanted-ad-block <box>167 549 314 606</box>
ad-address: NEXT COLLINS' AUCTION ROOM, MAIN SOUTH ROAD. <box>644 1366 779 1387</box>
goods-item: 40 „ Pints <box>479 272 513 283</box>
wanted-ad: WANTED KNOWN—A Good Dinner of Soup, Poultry, Entrees, Joints, Pudding, Pastry, Cheese, and a Glass of Beer for ONE SHILLING can be had at the Brunswick Villa Larder, in Arthur street, opposite the Gasworks. <box>167 345 314 407</box>
ad-berlin-wool <box>637 863 786 991</box>
ad-text: THE A1 LARDER, COFFEE, AND CHOP HOUSE. A-la-mode Beef, Harried Mutton, Chops and Steaks, Minced Beef and Fries, Tea and Coffee; also, Finest Stewart Island Oysters, Raw and Stewed, at a minute's notice. Note.—A Plate Minced Beef, or a Hot Pie, with a Cup of Superior Tea or Coffee, for the small sum of 6d. DO NOT FORGET TO CALL AT THE A1 LARDER, Between Mr James Malcolm's Seed Shop, and Messrs George Priest and Co's Auction Rooms, close to the Railway Station, Timaru. THE A1 LARDER IS STRICTLY PRIVATE. <box>951 809 1106 952</box>
public-notice-ad: A RARE CHANCE. THAT Valuable Freehold PROPERTY in Elizabeth Street, lately occupied by Mr A. R. Smith; about half an acre; Substantial 8-roomed Stone House and outhouses thereon; 5000 gallon Tank. £50 Cash. Balance by monthly payments, extending ten or twelve years. T. T. BROWNELL. <box>323 1403 470 1485</box>
